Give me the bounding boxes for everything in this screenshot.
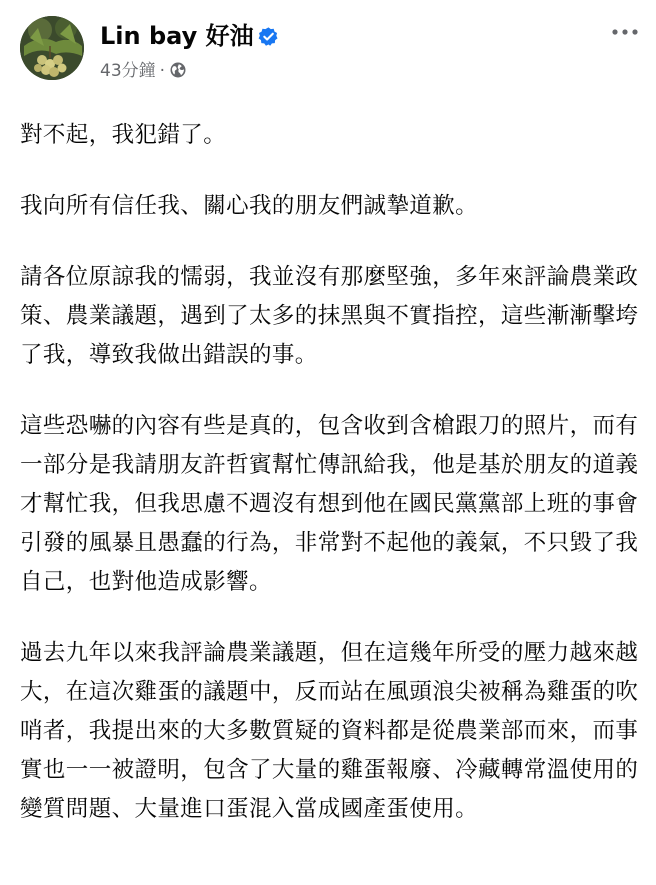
author-name-line[interactable] (100, 20, 279, 52)
avatar-image (20, 16, 84, 80)
verified-badge-icon (258, 26, 279, 47)
post-paragraph-2: 我向所有信任我、關心我的朋友們誠摯道歉。 (20, 193, 479, 219)
author-name[interactable]: Lin bay 好油 (100, 22, 254, 50)
meta-separator: · (159, 61, 166, 81)
avatar[interactable] (20, 16, 84, 80)
more-options-icon[interactable] (610, 22, 640, 42)
post-paragraph-1: 對不起，我犯錯了。 (20, 122, 227, 148)
post-paragraph-3: 請各位原諒我的懦弱，我並沒有那麼堅強，多年來評論農業政策、農業議題，遇到了太多的抹黑與不實指控，這些漸漸擊垮了我，導致我做出錯誤的事。 (20, 264, 639, 368)
post-time[interactable]: 43分鐘 (100, 61, 156, 81)
post-header (20, 16, 640, 86)
globe-icon[interactable] (169, 61, 187, 79)
post-paragraph-4: 這些恐嚇的內容有些是真的，包含收到含槍跟刀的照片，而有一部分是我請朋友許哲賓幫忙傳訊給我，他是基於朋友的道義才幫忙我，但我思慮不週沒有想到他在國民黨黨部上班的事會引發的風暴且愚蠢的行為，非常對不起他的義氣，不只毀了我自己，也對他造成影響。 (20, 413, 639, 595)
post-body (20, 116, 640, 861)
post-paragraph-5: 過去九年以來我評論農業議題，但在這幾年所受的壓力越來越大，在這次雞蛋的議題中，反而站在風頭浪尖被稱為雞蛋的吹哨者，我提出來的大多數質疑的資料都是從農業部而來，而事實也一一被證明，包含了大量的雞蛋報廢、冷藏轉常溫使用的變質問題、大量進口蛋混入當成國產蛋使用。 (20, 640, 639, 822)
post-meta (100, 60, 187, 82)
